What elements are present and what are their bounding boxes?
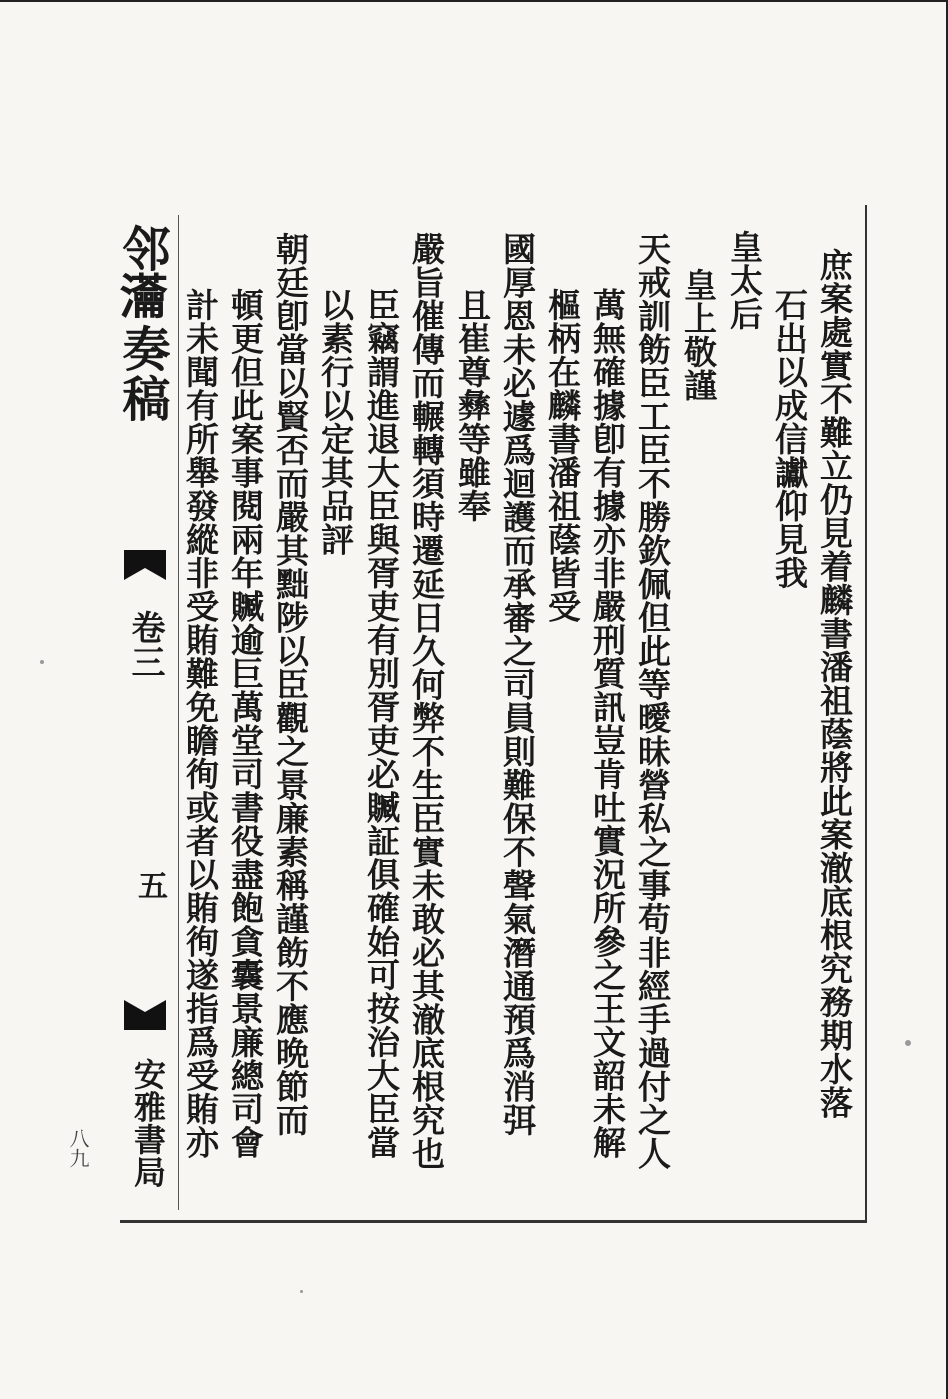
- leaf-number: 八九: [66, 1128, 90, 1168]
- book-title: 邻𤅢奏稿: [114, 224, 170, 424]
- text-column-5: 天戒訓飭臣工臣不勝欽佩但此等曖昧營私之事苟非經手過付之人: [633, 232, 672, 1170]
- center-fold-line: [178, 215, 179, 1210]
- text-column-1: 庶案處實不難立仍見着麟書潘祖蔭將此案澈底根究務期水落: [815, 248, 854, 1119]
- text-column-14: 頓更但此案事閱兩年贓逾巨萬堂司書役盡飽貪囊景廉總司會: [226, 288, 265, 1159]
- text-column-15: 計未聞有所舉發縱非受賄難免瞻徇或者以賄徇遂指爲受賄亦: [181, 288, 220, 1159]
- text-column-2: 石出以成信讞仰見我: [770, 288, 809, 590]
- text-column-9: 且崔尊彝等雖奉: [453, 288, 492, 523]
- text-column-6: 萬無確據卽有據亦非嚴刑質訊豈肯吐實況所參之王文韶未解: [588, 288, 627, 1159]
- text-column-12: 以素行以定其品評: [316, 288, 355, 556]
- text-column-3: 皇太后: [725, 230, 764, 331]
- volume-label: 卷三: [125, 610, 165, 679]
- paper-speck: [300, 1290, 303, 1293]
- text-column-13: 朝廷卽當以賢否而嚴其黜陟以臣觀之景廉素稱謹飭不應晩節而: [271, 232, 310, 1137]
- publisher-name: 安雅書局: [129, 1058, 167, 1188]
- page-number: 五: [132, 870, 167, 901]
- text-column-11: 臣竊謂進退大臣與胥吏有別胥吏必贓証俱確始可按治大臣當: [362, 288, 401, 1159]
- text-column-10: 嚴旨催傳而輾轉須時遷延日久何弊不生臣實未敢必其澈底根究也: [407, 232, 446, 1170]
- paper-speck: [40, 660, 44, 664]
- text-column-8: 國厚恩未必遽爲迴護而承審之司員則難保不聲氣潛通預爲消弭: [498, 232, 537, 1137]
- paper-speck: [905, 1040, 911, 1046]
- text-column-4: 皇上敬謹: [679, 268, 718, 402]
- text-column-7: 樞柄在麟書潘祖蔭皆受: [543, 288, 582, 623]
